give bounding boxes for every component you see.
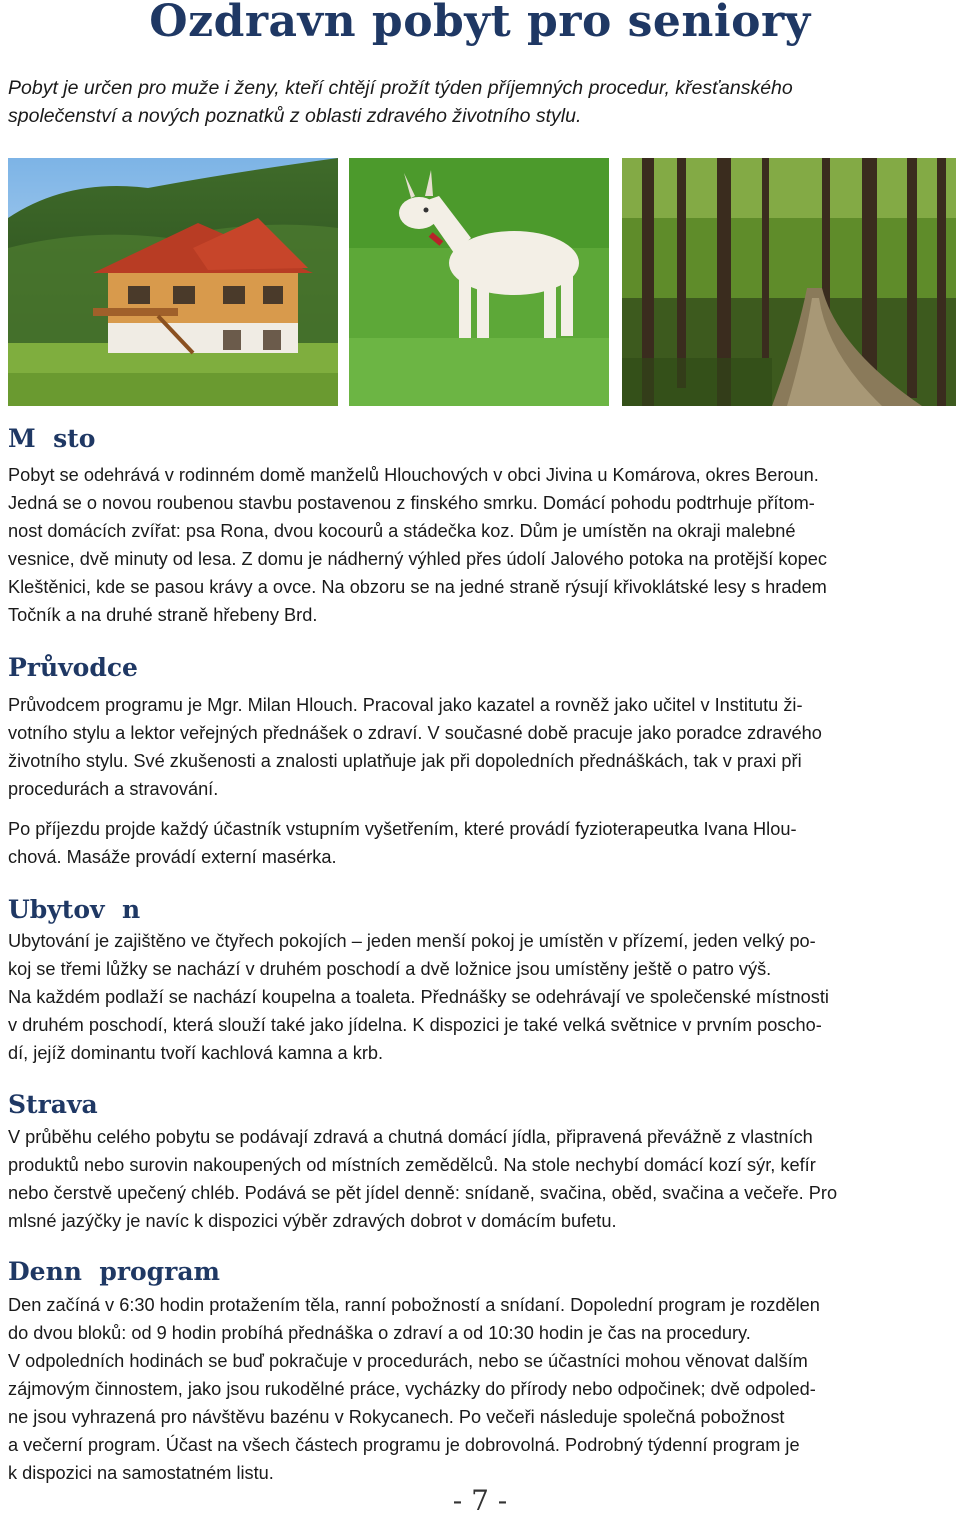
text-line: votního stylu a lektor veřejných přednášek o zdraví. V současné době pracuje jako poradce zdravého	[8, 723, 822, 743]
text-line: do dvou bloků: od 9 hodin probíhá přednáška o zdraví a od 10:30 hodin je čas na procedury.	[8, 1323, 751, 1343]
text-line: Den začíná v 6:30 hodin protažením těla, ranní pobožností a snídaní. Dopolední program je rozdělen	[8, 1295, 820, 1315]
section-heading-misto: M sto	[8, 424, 96, 453]
text-line: v druhém poschodí, která slouží také jako jídelna. K dispozici je také velká světnice v prvním poscho-	[8, 1015, 822, 1035]
text-line: procedurách a stravování.	[8, 779, 219, 799]
goat-photo	[349, 158, 609, 406]
intro-line: Pobyt je určen pro muže i ženy, kteří chtějí prožít týden příjemných procedur, křesťanského	[8, 77, 793, 99]
text-line: mlsné jazýčky je navíc k dispozici výběr zdravých dobrot v domácím bufetu.	[8, 1211, 617, 1231]
text-line: koj se třemi lůžky se nachází v druhém poschodí a dvě ložnice jsou umístěny ještě o patro výš.	[8, 959, 772, 979]
text-line: Točník a na druhé straně hřebeny Brd.	[8, 605, 318, 625]
text-line: Jedná se o novou roubenou stavbu postavenou z finského smrku. Domácí pohodu podtrhuje přítom-	[8, 493, 815, 513]
section-heading-strava: Strava	[8, 1090, 98, 1119]
text-line: Po příjezdu projde každý účastník vstupním vyšetřením, které provádí fyzioterapeutka Ivana Hlou-	[8, 819, 797, 839]
paragraph-gap	[8, 803, 956, 815]
text-line: chová. Masáže provádí externí masérka.	[8, 847, 337, 867]
text-line: nebo čerstvě upečený chléb. Podává se pět jídel denně: snídaně, svačina, oběd, svačina a večeře. Pro	[8, 1183, 838, 1203]
text-line: ne jsou vyhrazená pro návštěvu bazénu v Rokycanech. Po večeři následuje společná pobožnost	[8, 1407, 785, 1427]
page-title: Ozdravn pobyt pro seniory	[149, 0, 811, 47]
page-number: - 7 -	[452, 1484, 508, 1517]
text-line: dí, jejíž dominantu tvoří kachlová kamna a krb.	[8, 1043, 384, 1063]
section-text-program	[8, 1291, 956, 1487]
forest-path-photo	[622, 158, 956, 406]
section-text-misto	[8, 461, 956, 629]
text-line: vesnice, dvě minuty od lesa. Z domu je nádherný výhled přes údolí Jalového potoka na protější kopec	[8, 549, 827, 569]
section-text-strava	[8, 1123, 956, 1235]
text-line: Na každém podlaží se nachází koupelna a toaleta. Přednášky se odehrávají ve společenské místnosti	[8, 987, 829, 1007]
text-line: k dispozici na samostatném listu.	[8, 1463, 274, 1483]
text-line: V průběhu celého pobytu se podávají zdravá a chutná domácí jídla, připravená převážně z vlastních	[8, 1127, 813, 1147]
text-line: produktů nebo surovin nakoupených od místních zemědělců. Na stole nechybí domácí kozí sýr, kefír	[8, 1155, 816, 1175]
text-line: životního stylu. Své zkušenosti a znalosti uplatňuje jak při dopoledních přednáškách, tak v praxi při	[8, 751, 802, 771]
text-line: Průvodcem programu je Mgr. Milan Hlouch. Pracoval jako kazatel a rovněž jako učitel v Institutu ži-	[8, 695, 803, 715]
text-line: zájmovým činnostem, jako jsou rukodělné práce, vycházky do přírody nebo odpočinek; dvě odpoled-	[8, 1379, 816, 1399]
text-line: Pobyt se odehrává v rodinném domě manželů Hlouchových v obci Jivina u Komárova, okres Beroun.	[8, 465, 819, 485]
intro-line: společenství a nových poznatků z oblasti zdravého životního stylu.	[8, 105, 582, 127]
text-line: a večerní program. Účast na všech částech programu je dobrovolná. Podrobný týdenní program je	[8, 1435, 800, 1455]
text-line: nost domácích zvířat: psa Rona, dvou kocourů a stádečka koz. Dům je umístěn na okraji malebné	[8, 521, 796, 541]
text-line: Ubytování je zajištěno ve čtyřech pokojích – jeden menší pokoj je umístěn v přízemí, jeden velký po-	[8, 931, 816, 951]
text-line: V odpoledních hodinách se buď pokračuje v procedurách, nebo se účastníci mohou věnovat dalším	[8, 1351, 808, 1371]
section-heading-program: Denn program	[8, 1257, 220, 1286]
section-heading-ubytovani: Ubytov n	[8, 895, 141, 924]
text-line: Kleštěnici, kde se pasou krávy a ovce. Na obzoru se na jedné straně rýsují křivoklátské lesy s hradem	[8, 577, 827, 597]
intro-paragraph	[8, 74, 953, 130]
house-photo	[8, 158, 338, 406]
section-text-ubytovani	[8, 927, 956, 1067]
section-text-pruvodce	[8, 691, 956, 871]
section-heading-pruvodce: Průvodce	[8, 653, 138, 682]
